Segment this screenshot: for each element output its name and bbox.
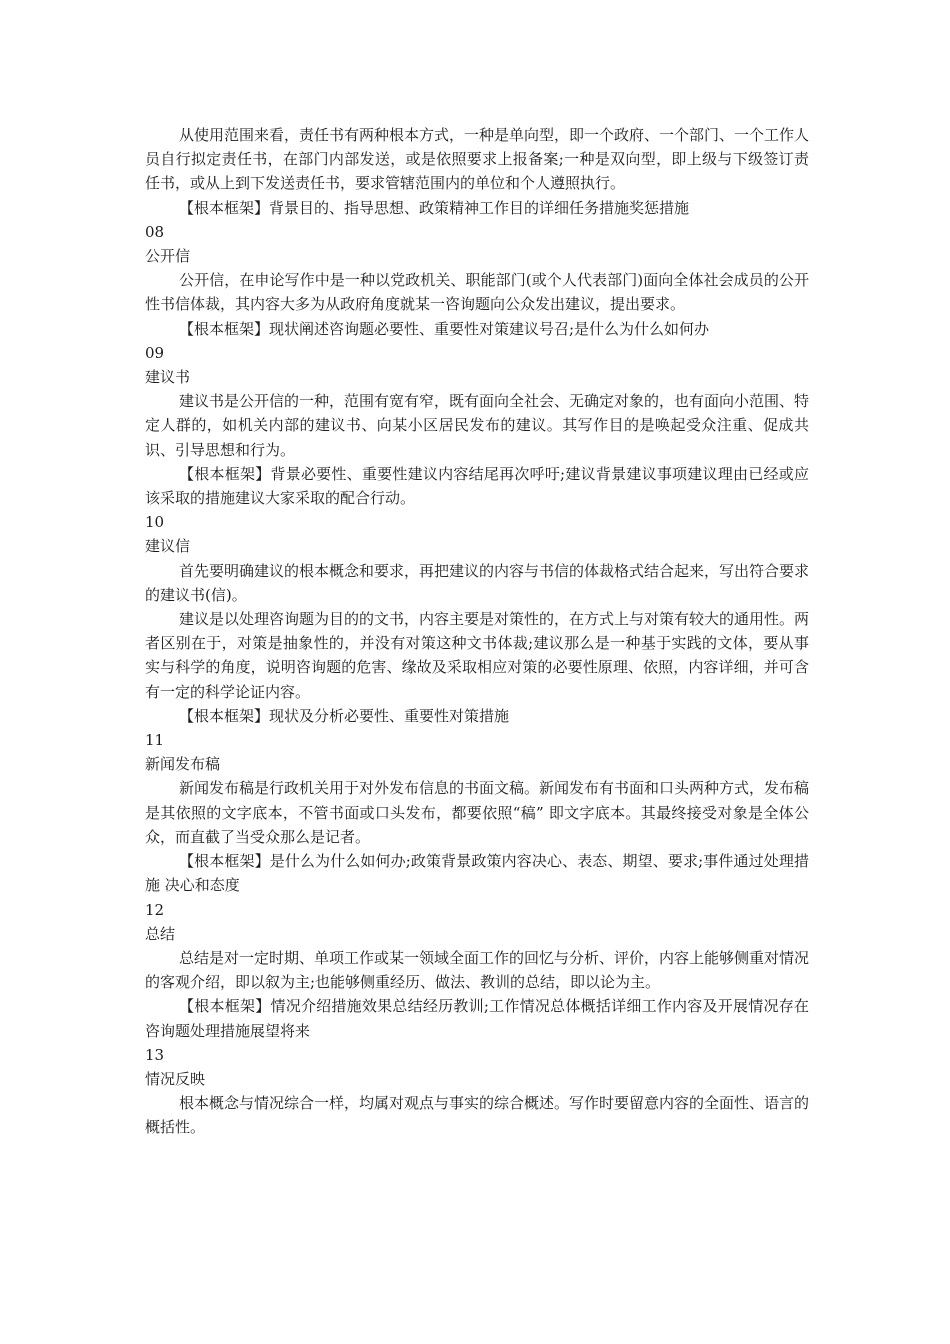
paragraph-open-letter: 公开信，在申论写作中是一种以党政机关、职能部门(或个人代表部门)面向全体社会成员的公开性书信体裁，其内容大多为从政府角度就某一咨询题向公众发出建议，提出要求。: [145, 271, 809, 314]
section-title-suggestion-letter: 建议信: [145, 537, 191, 556]
document-page: [145, 123, 809, 1140]
framework-summary: 【根本框架】情况介绍措施效果总结经历教训;工作情况总体概括详细工作内容及开展情况存在咨询题处理措施展望将来: [145, 997, 809, 1040]
section-number-12: 12: [145, 900, 165, 919]
paragraph-responsibility-forms: 从使用范围来看，责任书有两种根本方式，一种是单向型，即一个政府、一个部门、一个工作人员自行拟定责任书，在部门内部发送，或是依照要求上报备案;一种是双向型，即上级与下级签订责任书，或从上到下发送责任书，要求管辖范围内的单位和个人遵照执行。: [145, 126, 810, 193]
section-title-press-release: 新闻发布稿: [145, 755, 221, 774]
paragraph-suggestion-letter-2: 建议是以处理咨询题为目的的文书，内容主要是对策性的，在方式上与对策有较大的通用性。两者区别在于，对策是抽象性的，并没有对策这种文书体裁;建议那么是一种基于实践的文体，要从事实与科学的角度，说明咨询题的危害、缘故及采取相应对策的必要性原理、依照，内容详细，并可含有一定的科学论证内容。: [145, 610, 810, 701]
paragraph-proposal-book: 建议书是公开信的一种，范围有宽有窄，既有面向全社会、无确定对象的，也有面向小范围、特定人群的，如机关内部的建议书、向某小区居民发布的建议。其写作目的是唤起受众注重、促成共识、引导思想和行为。: [145, 392, 810, 459]
section-number-10: 10: [145, 513, 165, 532]
section-title-open-letter: 公开信: [145, 247, 191, 266]
framework-press-release: 【根本框架】是什么为什么如何办;政策背景政策内容决心、表态、期望、要求;事件通过处理措施 决心和态度: [145, 852, 809, 895]
framework-responsibility: 【根本框架】背景目的、指导思想、政策精神工作目的详细任务措施奖惩措施: [179, 198, 690, 217]
section-number-09: 09: [145, 343, 165, 362]
section-number-13: 13: [145, 1045, 165, 1064]
paragraph-situation-report: 根本概念与情况综合一样，均属对观点与事实的综合概述。写作时要留意内容的全面性、语言的概括性。: [145, 1094, 810, 1137]
section-number-08: 08: [145, 222, 165, 241]
framework-proposal-book: 【根本框架】背景必要性、重要性建议内容结尾再次呼吁;建议背景建议事项建议理由已经或应该采取的措施建议大家采取的配合行动。: [145, 464, 809, 508]
paragraph-summary: 总结是对一定时期、单项工作或某一领域全面工作的回忆与分析、评价，内容上能够侧重对情况的客观介绍，即以叙为主;也能够侧重经历、做法、教训的总结，即以论为主。: [145, 948, 810, 992]
section-title-proposal-book: 建议书: [145, 368, 191, 387]
section-number-11: 11: [145, 731, 165, 750]
section-title-summary: 总结: [145, 924, 176, 943]
section-title-situation-report: 情况反映: [145, 1069, 206, 1088]
framework-suggestion-letter: 【根本框架】现状及分析必要性、重要性对策措施: [179, 706, 510, 725]
paragraph-press-release: 新闻发布稿是行政机关用于对外发布信息的书面文稿。新闻发布有书面和口头两种方式，发布稿是其依照的文字底本，不管书面或口头发布，都要依照“稿” 即文字底本。其最终接受对象是全体公众，而直截了当受众那么是记者。: [145, 779, 810, 846]
paragraph-suggestion-letter-1: 首先要明确建议的根本概念和要求，再把建议的内容与书信的体裁格式结合起来，写出符合要求的建议书(信)。: [145, 561, 810, 604]
framework-open-letter: 【根本框架】现状阐述咨询题必要性、重要性对策建议号召;是什么为什么如何办: [179, 319, 710, 338]
